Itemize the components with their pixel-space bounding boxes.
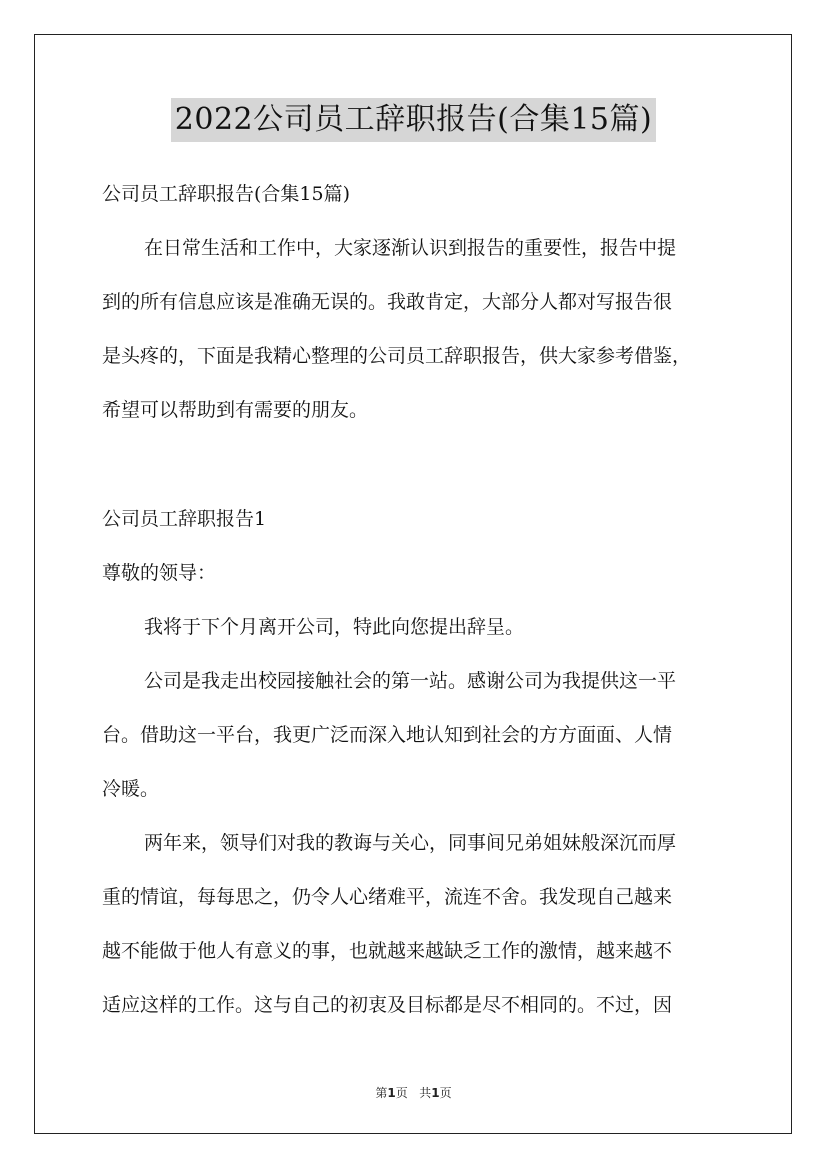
intro-line-2: 到的所有信息应该是准确无误的。我敢肯定，大部分人都对写报告很: [102, 291, 673, 313]
body-line-6: 重的情谊，每每思之，仍令人心绪难平，流连不舍。我发现自己越来: [102, 886, 673, 908]
document-title: 2022公司员工辞职报告(合集15篇): [171, 98, 656, 142]
footer-total-prefix: 共: [419, 1086, 432, 1100]
intro-line-4: 希望可以帮助到有需要的朋友。: [102, 399, 369, 421]
footer-total-suffix: 页: [439, 1086, 452, 1100]
document-subtitle: 公司员工辞职报告(合集15篇): [102, 183, 351, 205]
body-line-3: 台。借助这一平台，我更广泛而深入地认知到社会的方方面面、人情: [102, 724, 673, 746]
salutation: 尊敬的领导：: [102, 562, 217, 584]
body-line-1: 我将于下个月离开公司，特此向您提出辞呈。: [144, 616, 525, 638]
body-line-4: 冷暖。: [102, 778, 160, 800]
section-heading: 公司员工辞职报告1: [102, 508, 267, 530]
footer-page-number: 1: [387, 1086, 396, 1100]
footer-total-number: 1: [431, 1086, 440, 1100]
intro-line-1: 在日常生活和工作中，大家逐渐认识到报告的重要性，报告中提: [144, 237, 677, 259]
footer-page-suffix: 页: [395, 1086, 408, 1100]
intro-line-3: 是头疼的，下面是我精心整理的公司员工辞职报告，供大家参考借鉴，: [102, 345, 692, 367]
body-line-2: 公司是我走出校园接触社会的第一站。感谢公司为我提供这一平: [144, 670, 677, 692]
body-line-7: 越不能做于他人有意义的事，也就越来越缺乏工作的激情，越来越不: [102, 940, 673, 962]
title-container: [0, 98, 827, 142]
body-line-5: 两年来，领导们对我的教诲与关心，同事间兄弟姐妹般深沉而厚: [144, 832, 677, 854]
footer-page-prefix: 第: [375, 1086, 388, 1100]
body-line-8: 适应这样的工作。这与自己的初衷及目标都是尽不相同的。不过，因: [102, 994, 673, 1016]
page-footer: [0, 1084, 827, 1101]
